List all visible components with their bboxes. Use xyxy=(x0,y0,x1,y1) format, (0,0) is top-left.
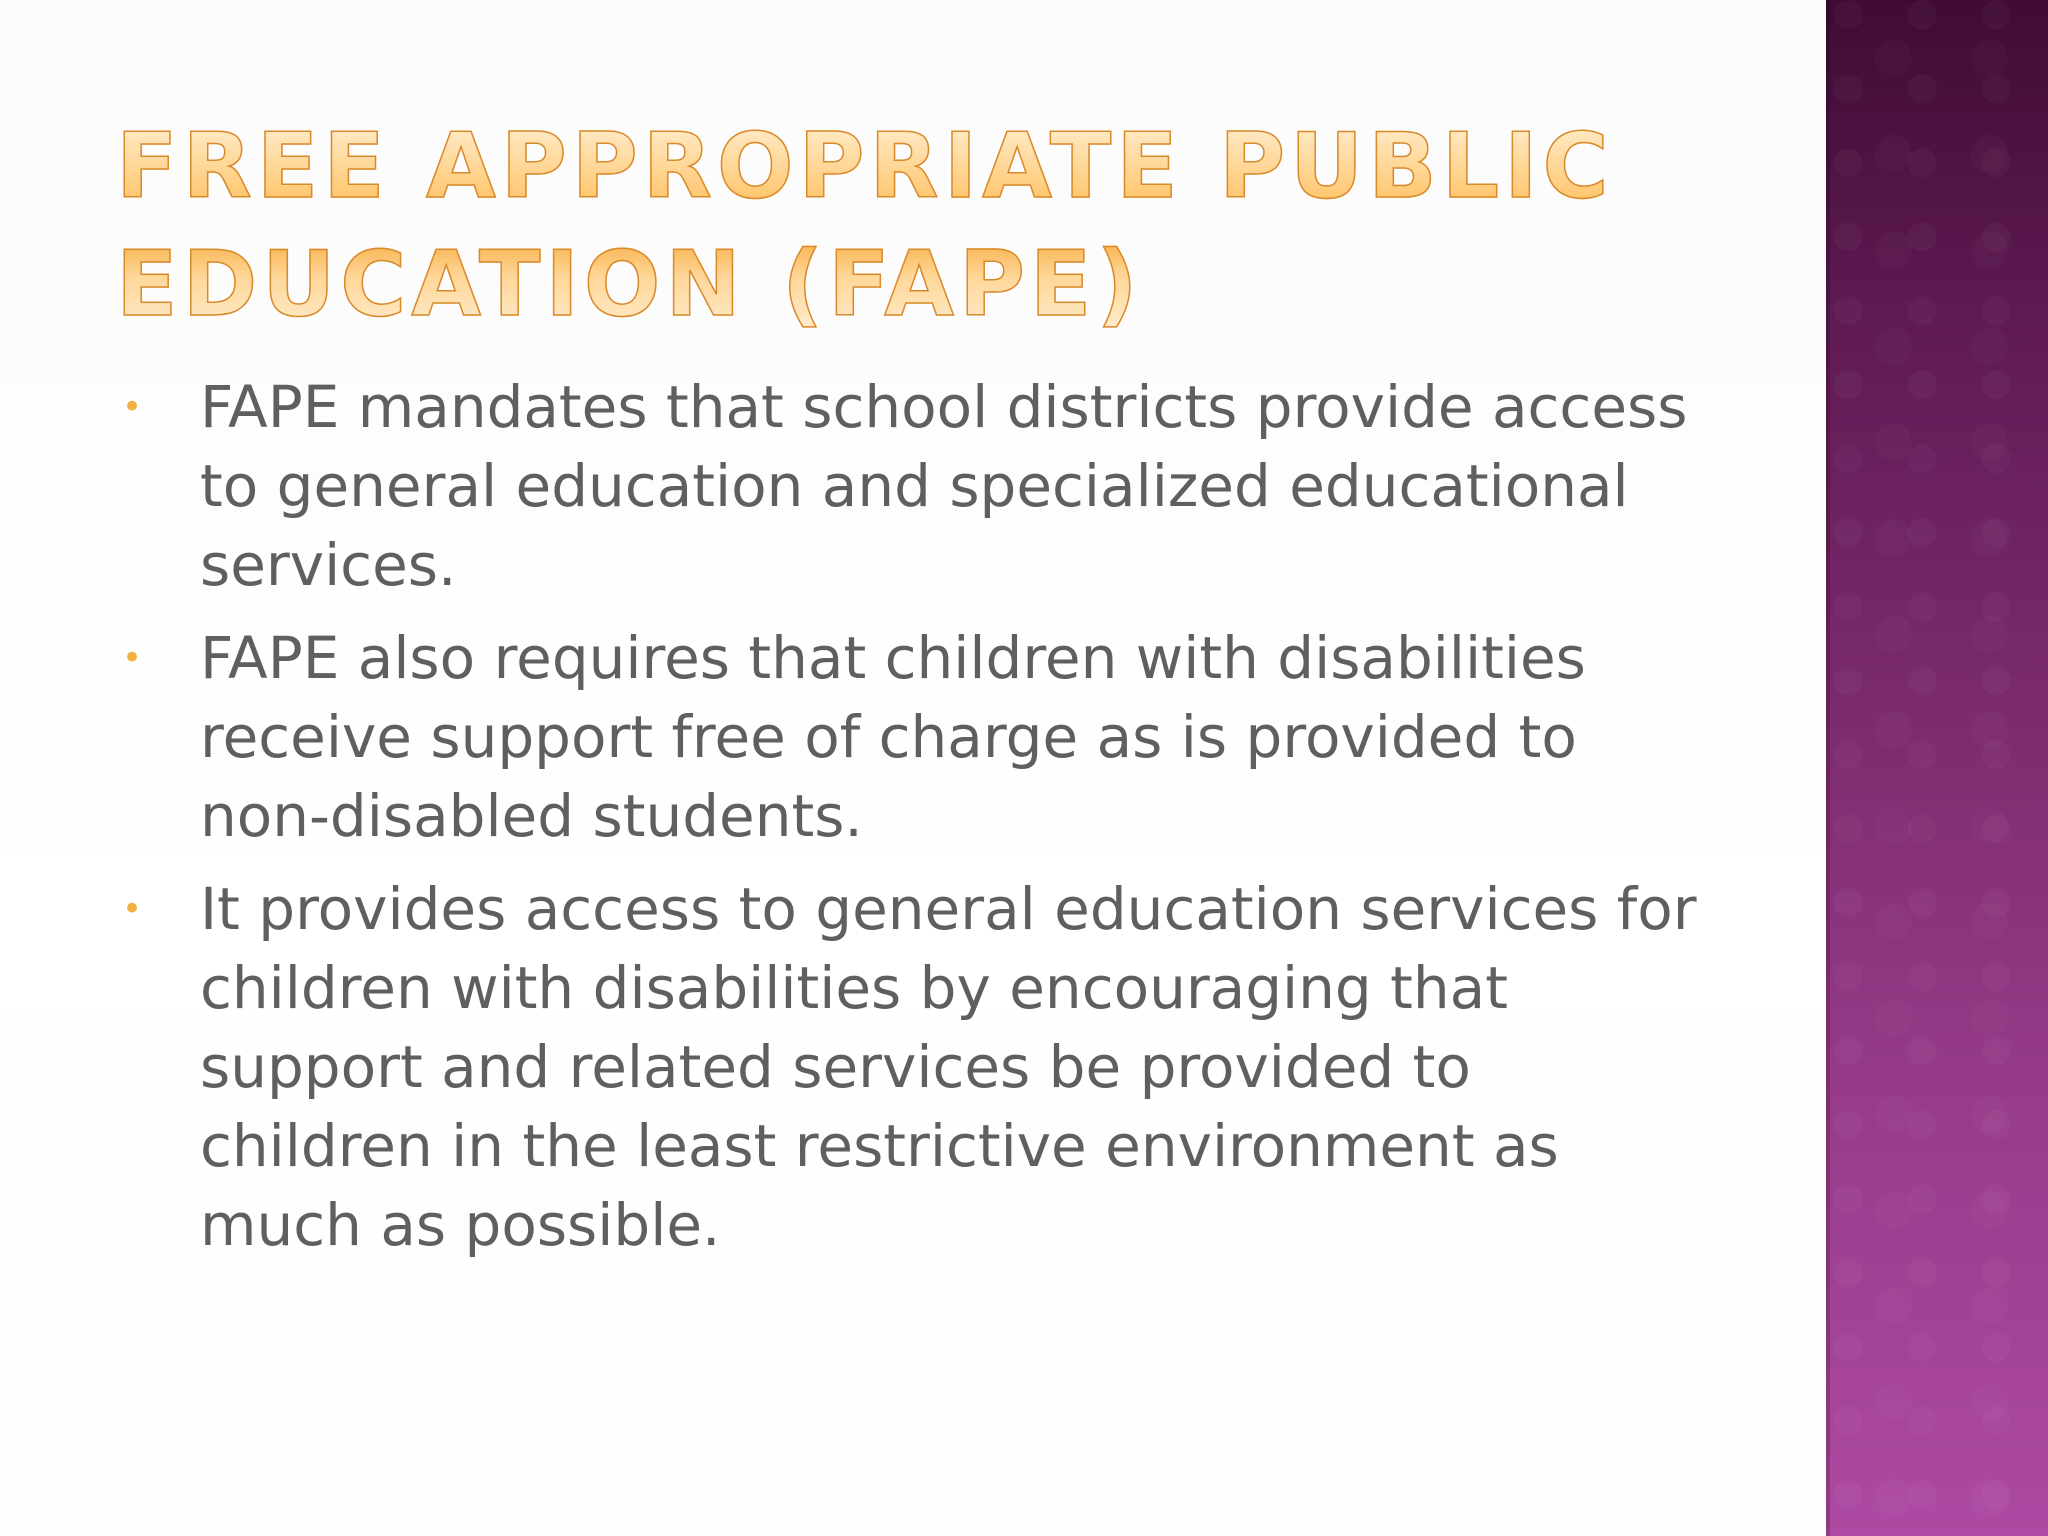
bullet-text: FAPE also requires that children with disabilities receive support free of charge as is provided to non-disabled students. xyxy=(200,624,1586,850)
title-line-1: FREE APPROPRIATE PUBLIC xyxy=(116,114,1614,219)
bullet-item xyxy=(116,619,1716,856)
bullet-icon: • xyxy=(122,387,143,427)
bullet-icon: • xyxy=(122,638,143,678)
bullet-item xyxy=(116,870,1716,1265)
bullet-item xyxy=(116,368,1716,605)
bullet-icon: • xyxy=(122,889,143,929)
bullet-list xyxy=(116,368,1716,1279)
title-line-2: EDUCATION (FAPE) xyxy=(116,232,1143,337)
decorative-side-band xyxy=(1826,0,2048,1536)
bullet-text: FAPE mandates that school districts provide access to general education and specialized educational services. xyxy=(200,373,1688,599)
bullet-text: It provides access to general education services for children with disabilities by encouraging that support and related services be provided to children in the least restrictive environment as much as possible. xyxy=(200,875,1697,1259)
slide-title xyxy=(116,108,1676,344)
